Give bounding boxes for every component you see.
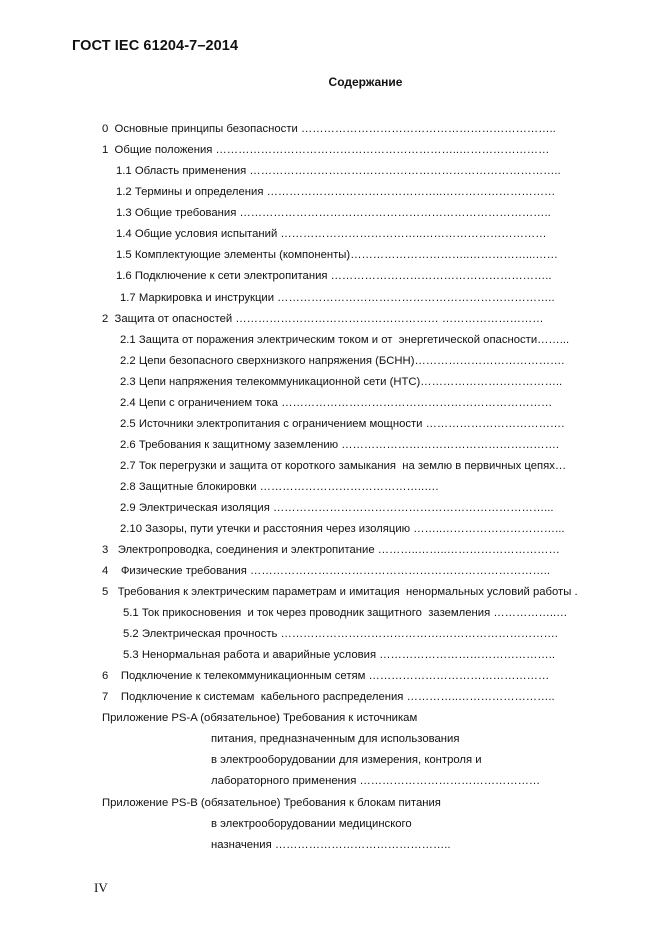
toc-item-1-7[interactable]: 1.7 Маркировка и инструкции ……………………………………………………………….. (120, 292, 555, 304)
toc-appendix-ps-a[interactable]: Приложение PS-A (обязательное) Требования к источникам (102, 712, 418, 724)
document-header: ГОСТ IEC 61204-7–2014 (72, 38, 239, 54)
toc-item-2-4[interactable]: 2.4 Цепи с ограничением тока ……………………………………………………………… (120, 397, 553, 409)
toc-item-1-5[interactable]: 1.5 Комплектующие элементы (компоненты)…………………………..……………...…… (116, 249, 558, 261)
toc-appendix-ps-a-cont-3: лабораторного применения ………………………………………… (211, 775, 541, 787)
toc-appendix-ps-b[interactable]: Приложение PS-B (обязательное) Требования к блокам питания (102, 797, 441, 809)
toc-item-2-1[interactable]: 2.1 Защита от поражения электрическим током и от энергетической опасности……... (120, 334, 570, 346)
toc-appendix-ps-a-cont-1: питания, предназначенным для использования (211, 733, 460, 745)
toc-item-4[interactable]: 4 Физические требования …………………………………………………………………….. (102, 565, 551, 577)
toc-appendix-ps-b-cont-1: в электрооборудовании медицинского (211, 818, 412, 830)
toc-item-5-2[interactable]: 5.2 Электрическая прочность …………………………………….…………………………. (123, 628, 558, 640)
toc-item-2-2[interactable]: 2.2 Цепи безопасного сверхнизкого напряжения (БСНН)…………………………………. (120, 355, 565, 367)
toc-item-1-4[interactable]: 1.4 Общие условия испытаний ………………………………..…………………………… (116, 228, 547, 240)
contents-title: Содержание (328, 75, 403, 89)
toc-item-5[interactable]: 5 Требования к электрическим параметрам и имитация ненормальных условий работы . (102, 586, 578, 598)
toc-item-1-1[interactable]: 1.1 Область применения ……………………………………………………………………….. (116, 165, 561, 177)
toc-item-2-8[interactable]: 2.8 Защитные блокировки ……………………………………..…. (120, 481, 439, 493)
toc-item-1-6[interactable]: 1.6 Подключение к сети электропитания ………………………………………………….. (116, 270, 552, 282)
toc-item-5-3[interactable]: 5.3 Ненормальная работа и аварийные условия ……………………………………….. (123, 649, 555, 661)
toc-appendix-ps-a-cont-2: в электрооборудовании для измерения, контроля и (211, 754, 482, 766)
toc-item-0[interactable]: 0 Основные принципы безопасности ………………………………………………………….. (102, 123, 556, 135)
toc-item-2-6[interactable]: 2.6 Требования к защитному заземлению …………………………………………………. (120, 439, 560, 451)
toc-item-2-3[interactable]: 2.3 Цепи напряжения телекоммуникационной сети (НТС)……………………………….. (120, 376, 563, 388)
toc-item-5-1[interactable]: 5.1 Ток прикосновения и ток через проводник защитного заземления ……………..… (123, 607, 568, 619)
toc-item-2-5[interactable]: 2.5 Источники электропитания с ограничением мощности ………………………………. (120, 418, 565, 430)
toc-appendix-ps-b-cont-2: назначения ……………………………………….. (211, 839, 451, 851)
toc-item-6[interactable]: 6 Подключение к телекоммуникационным сетям ………………………………………… (102, 670, 550, 682)
toc-item-2-10[interactable]: 2.10 Зазоры, пути утечки и расстояния через изоляцию ……..…………………………... (120, 523, 565, 535)
toc-item-3[interactable]: 3 Электропроводка, соединения и электропитание ………..……..………………………… (102, 544, 560, 556)
toc-item-2-9[interactable]: 2.9 Электрическая изоляция ………………………………………………………………... (120, 502, 554, 514)
toc-item-2[interactable]: 2 Защита от опасностей ……………………………………………… ……………………… (102, 313, 544, 325)
toc-item-7[interactable]: 7 Подключение к системам кабельного распределения …………..…………………….. (102, 691, 555, 703)
toc-item-1[interactable]: 1 Общие положения ………………………………………………………..…………………… (102, 144, 550, 156)
toc-item-1-2[interactable]: 1.2 Термины и определения ………………………………………..………………………… (116, 186, 556, 198)
toc-item-2-7[interactable]: 2.7 Ток перегрузки и защита от короткого замыкания на землю в первичных цепях… (120, 460, 567, 472)
toc-item-1-3[interactable]: 1.3 Общие требования ……………………………………………………………………….. (116, 207, 551, 219)
page-number: IV (94, 880, 108, 895)
